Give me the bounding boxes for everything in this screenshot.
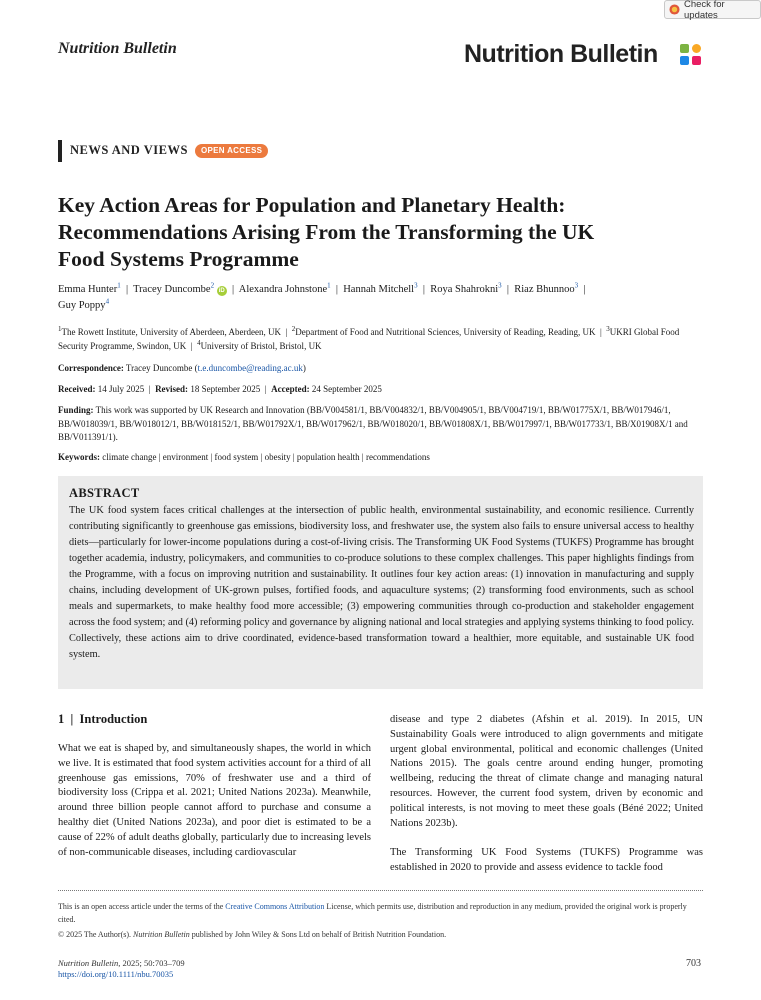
article-title bbox=[58, 192, 708, 273]
journal-logo-icon bbox=[680, 44, 702, 66]
abstract-heading: ABSTRACT bbox=[69, 486, 140, 500]
check-for-updates-label: Check for updates bbox=[684, 0, 725, 21]
journal-logo-text: Nutrition Bulletin bbox=[464, 40, 658, 68]
logo-square bbox=[680, 44, 689, 53]
logo-square bbox=[692, 56, 701, 65]
keywords: Keywords: climate change | environment | food system | obesity | population health | recommendations bbox=[58, 452, 430, 462]
body-right-column-p2: The Transforming UK Food Systems (TUKFS) Programme was established in 2020 to provide and assess evidence to tackle food bbox=[390, 847, 703, 873]
author-list: Emma Hunter$^1$ | Tracey Duncombe$^2$ iD | Alexandra Johnstone$^1$ | Hannah Mitchell$^3$ | Roya Shahrokni$^3$ | Riaz Bhunnoo$^3$ | Guy Poppy$^4$ bbox=[58, 281, 586, 311]
section-label: NEWS AND VIEWS bbox=[70, 143, 188, 157]
author-name[interactable]: Riaz Bhunnoo$^3$ bbox=[514, 281, 579, 295]
license-notice: This is an open access article under the terms of the Creative Commons Attribution License, which permits use, distribution and reproduction in any medium, provided the original work is properly cited. © 2025 The Author(s). Nutrition Bulletin published by John Wiley & Sons Ltd on behalf of British Nutrition Foundation. bbox=[58, 902, 687, 939]
title-line: Food Systems Programme bbox=[58, 247, 299, 271]
author-name[interactable]: Roya Shahrokni$^3$ bbox=[430, 281, 502, 295]
author-name[interactable]: Alexandra Johnstone$^1$ bbox=[238, 281, 331, 295]
section-heading-introduction: 1 | Introduction bbox=[58, 712, 148, 726]
cc-license-link[interactable]: Creative Commons Attribution bbox=[225, 902, 325, 911]
correspondence: Correspondence: Tracey Duncombe (t.e.duncombe@reading.ac.uk) bbox=[58, 363, 306, 373]
section-bar bbox=[58, 140, 62, 162]
author-name[interactable]: Guy Poppy$^4$ bbox=[58, 297, 110, 311]
orcid-icon[interactable]: iD bbox=[218, 288, 225, 294]
funding: Funding: This work was supported by UK Research and Innovation (BB/V004581/1, BB/V004832/1, BB/V004905/1, BB/V004719/1, BB/W01775X/1, BB/W017946/1, BB/W018039/1, BB/W018012/1, BB/W018152/1, BB/W01792X/1, BB/W017962/1, BB/W018020/1, BB/W01808X/1, BB/W017997/1, BB/W017733/1, BB/X01908X/1 and BB/V011391/1). bbox=[58, 405, 688, 442]
title-line: Key Action Areas for Population and Planetary Health: bbox=[58, 193, 566, 217]
author-name[interactable]: Tracey Duncombe$^2$ bbox=[133, 281, 215, 295]
page-number: 703 bbox=[686, 958, 701, 969]
article-dates: Received: 14 July 2025 | Revised: 18 September 2025 | Accepted: 24 September 2025 bbox=[58, 384, 382, 394]
author-name[interactable]: Emma Hunter$^1$ bbox=[58, 281, 121, 295]
doi-link[interactable]: https://doi.org/10.1111/nbu.70035 bbox=[58, 969, 174, 979]
running-journal-title: Nutrition Bulletin bbox=[58, 40, 177, 57]
footer-citation: Nutrition Bulletin, 2025; 50:703–709 https://doi.org/10.1111/nbu.70035 bbox=[58, 958, 185, 979]
update-badge-icon bbox=[669, 4, 680, 15]
logo-square bbox=[680, 56, 689, 65]
abstract-text: The UK food system faces critical challenges at the intersection of public health, environmental sustainability, and economic resilience. Currently contributing significantly to greenhouse gas emissions, biodiversity loss, and freshwater use, the system also fails to ensure universal access to healthy diets—particularly for lower-income populations during a cost-of-living crisis. The Transforming UK Food Systems (TUKFS) Programme has brought together academia, industry, policymakers, and communities to co-produce solutions to these complex challenges. This paper highlights findings from the Programme, with a focus on improving nutrition and sustainability. It outlines four key action areas: (1) innovation in manufacturing and supply chains, including development of UK-grown pulses, fortified foods, and aquaculture systems; (2) transforming food environments, such as school meals and supermarkets, to make healthy food more accessible; (3) empowering communities through co-production and stakeholder engagement across the food system; and (4) reforming policy and governance by aligning national and local strategies and applying systems thinking to food policy. Collectively, these actions aim to drive coordinated, evidence-based transformation toward a healthier, more equitable, and sustainable UK food system. bbox=[69, 505, 694, 660]
logo-square bbox=[692, 44, 701, 53]
open-access-badge: OPEN ACCESS bbox=[195, 144, 268, 158]
body-left-column: What we eat is shaped by, and simultaneously shapes, the world in which we live. It is estimated that food system activities account for a third of all greenhouse gas emissions, 70% of freshwater use and a third of biodiversity loss (Crippa et al. 2021; United Nations 2023a). Meanwhile, around three billion people cannot afford to purchase and consume a healthy diet (United Nations 2023a), and poor diet is estimated to be a cause of 22% of adult deaths globally, particularly due to increasing levels of non-communicable diseases, including cardiovascular bbox=[58, 743, 371, 858]
correspondence-email-link[interactable]: t.e.duncombe@reading.ac.uk bbox=[197, 363, 303, 373]
author-name[interactable]: Hannah Mitchell$^3$ bbox=[343, 281, 418, 295]
footer-divider bbox=[58, 890, 703, 891]
body-right-column-p1: disease and type 2 diabetes (Afshin et al. 2019). In 2015, UN Sustainability Goals were introduced to align governments and mitigate urgent global environmental, political and economic challenges (United Nations 2015). The goals centre around ending hunger, promoting wellbeing, reducing the threat of climate change and managing natural resources. However, the current food system, driven by economic and political interests, is not moving to meet these goals (Béné 2022; United Nations 2023b). bbox=[390, 714, 703, 829]
title-line: Recommendations Arising From the Transforming the UK bbox=[58, 220, 595, 244]
affiliations: $^1$The Rowett Institute, University of Aberdeen, Aberdeen, UK | $^2$Department of Food and Nutritional Sciences, University of Reading, Reading, UK | $^3$UKRI Global Food Security Programme, Swindon, UK | $^4$University of Bristol, Bristol, UK bbox=[58, 325, 680, 351]
check-for-updates-button[interactable] bbox=[664, 0, 761, 19]
